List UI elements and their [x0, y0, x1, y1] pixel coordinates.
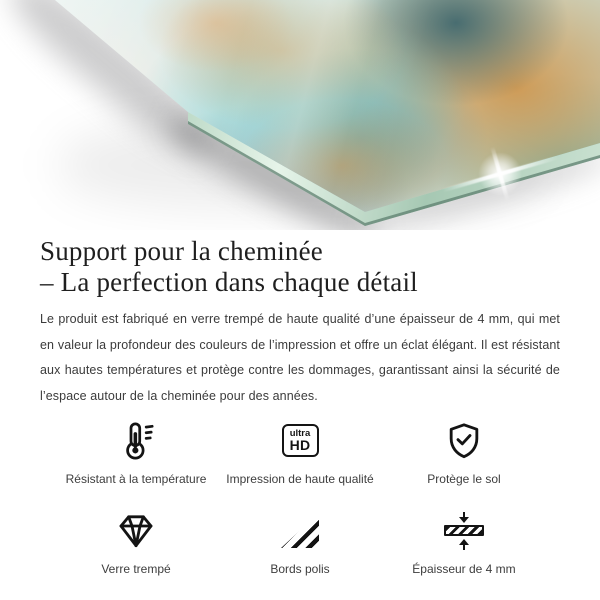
feature-label: Verre trempé — [101, 562, 171, 576]
features-grid — [40, 418, 560, 576]
feature-polished-edges — [218, 508, 382, 576]
ultra-hd-badge — [282, 424, 319, 457]
polished-edges-stripes — [281, 513, 319, 548]
thickness-press-icon — [444, 512, 484, 550]
feature-temperature — [54, 418, 218, 486]
arrow-up-stem — [463, 545, 466, 550]
thermometer-icon — [54, 418, 218, 463]
feature-floor-protection — [382, 418, 546, 486]
thickness-icon — [382, 508, 546, 553]
feature-label: Protège le sol — [427, 472, 501, 486]
diamond-icon — [54, 508, 218, 553]
ultra-hd-badge-top-text: ultra — [289, 428, 311, 439]
polished-edges-icon — [218, 508, 382, 553]
feature-thickness — [382, 508, 546, 576]
product-hero-image — [0, 0, 600, 230]
feature-print-quality — [218, 418, 382, 486]
page-title-line2: – La perfection dans chaque détail — [40, 267, 418, 297]
feature-label: Impression de haute qualité — [226, 472, 374, 486]
product-info-section — [0, 230, 600, 576]
feature-tempered-glass — [54, 508, 218, 576]
glass-thickness-bar — [444, 525, 484, 536]
product-description: Le produit est fabriqué en verre trempé de haute qualité d’une épaisseur de 4 mm, qui met en valeur la profondeur des couleurs de l’impression et offre un éclat élégant. Il est résistant aux hautes températures et protège contre les dommages, garantissant ainsi la sécurité de l’espace autour de la cheminée pour des années. — [40, 312, 560, 403]
ultra-hd-icon — [218, 418, 382, 463]
feature-label: Résistant à la température — [65, 472, 207, 486]
ultra-hd-badge-bottom-text: HD — [289, 437, 311, 453]
shield-check-icon — [382, 418, 546, 463]
page-title — [40, 236, 560, 298]
feature-label: Épaisseur de 4 mm — [412, 562, 516, 576]
sparkle-glow — [473, 147, 527, 201]
feature-label: Bords polis — [270, 562, 330, 576]
arrow-down-head — [459, 517, 469, 523]
page-title-line1: Support pour la cheminée — [40, 236, 323, 266]
